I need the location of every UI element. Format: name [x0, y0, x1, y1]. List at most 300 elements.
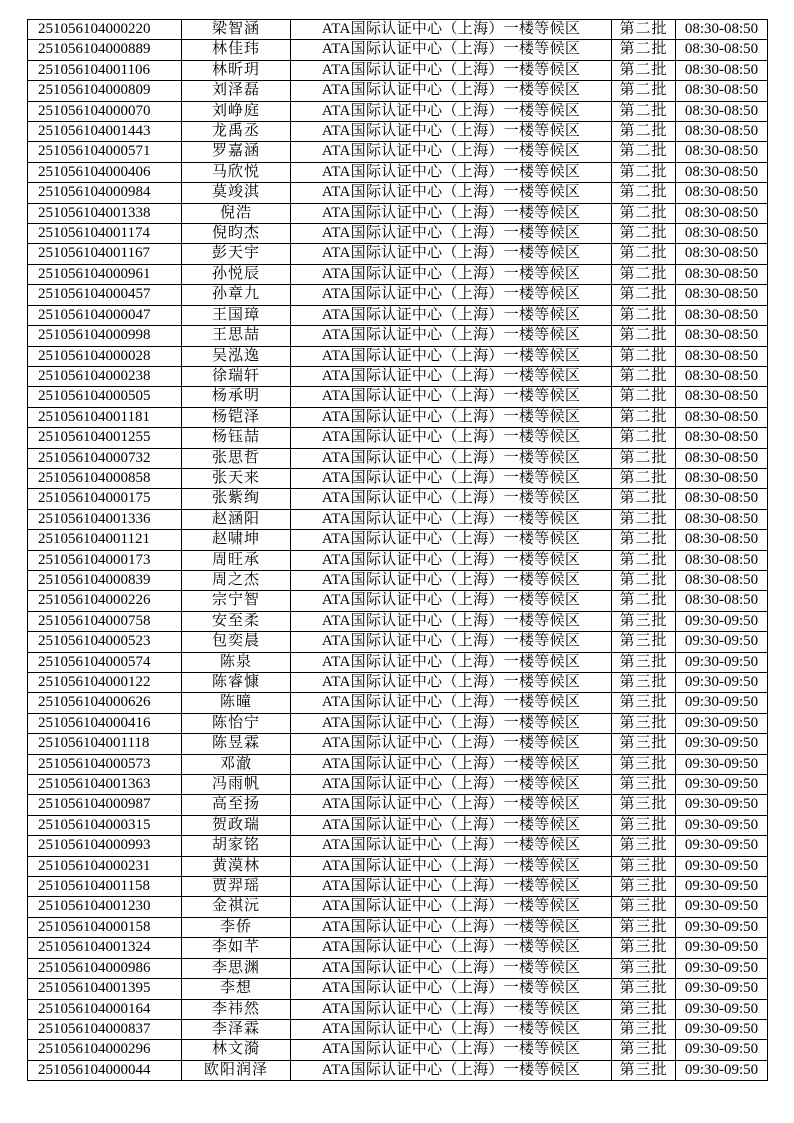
cell-candidate-id: 251056104000406 — [28, 162, 182, 182]
cell-candidate-id: 251056104000173 — [28, 550, 182, 570]
table-row — [28, 142, 768, 162]
cell-batch: 第二批 — [612, 285, 676, 305]
cell-candidate-name: 陈怡宁 — [182, 713, 291, 733]
cell-candidate-id: 251056104000809 — [28, 81, 182, 101]
cell-waiting-location: ATA国际认证中心（上海）一楼等候区 — [291, 591, 612, 611]
cell-candidate-id: 251056104000837 — [28, 1019, 182, 1039]
cell-time-slot: 08:30-08:50 — [676, 183, 768, 203]
cell-batch: 第三批 — [612, 775, 676, 795]
cell-batch: 第二批 — [612, 326, 676, 346]
cell-candidate-name: 马欣悦 — [182, 162, 291, 182]
cell-batch: 第二批 — [612, 264, 676, 284]
cell-candidate-name: 赵啸坤 — [182, 530, 291, 550]
cell-waiting-location: ATA国际认证中心（上海）一楼等候区 — [291, 734, 612, 754]
cell-waiting-location: ATA国际认证中心（上海）一楼等候区 — [291, 142, 612, 162]
cell-candidate-name: 倪昀杰 — [182, 224, 291, 244]
table-row — [28, 775, 768, 795]
cell-batch: 第三批 — [612, 713, 676, 733]
cell-waiting-location: ATA国际认证中心（上海）一楼等候区 — [291, 836, 612, 856]
cell-candidate-id: 251056104000175 — [28, 489, 182, 509]
table-row — [28, 632, 768, 652]
cell-waiting-location: ATA国际认证中心（上海）一楼等候区 — [291, 530, 612, 550]
table-row — [28, 836, 768, 856]
cell-waiting-location: ATA国际认证中心（上海）一楼等候区 — [291, 1060, 612, 1080]
cell-time-slot: 08:30-08:50 — [676, 366, 768, 386]
cell-time-slot: 08:30-08:50 — [676, 224, 768, 244]
cell-batch: 第二批 — [612, 101, 676, 121]
candidate-schedule-table — [27, 19, 768, 1081]
cell-candidate-id: 251056104001324 — [28, 938, 182, 958]
table-row — [28, 1040, 768, 1060]
cell-waiting-location: ATA国际认证中心（上海）一楼等候区 — [291, 815, 612, 835]
cell-candidate-id: 251056104000626 — [28, 693, 182, 713]
cell-time-slot: 09:30-09:50 — [676, 611, 768, 631]
table-row — [28, 203, 768, 223]
table-row — [28, 979, 768, 999]
cell-time-slot: 08:30-08:50 — [676, 40, 768, 60]
cell-time-slot: 08:30-08:50 — [676, 244, 768, 264]
cell-time-slot: 09:30-09:50 — [676, 938, 768, 958]
cell-time-slot: 08:30-08:50 — [676, 101, 768, 121]
cell-candidate-id: 251056104000505 — [28, 387, 182, 407]
cell-batch: 第三批 — [612, 652, 676, 672]
cell-candidate-name: 李如芊 — [182, 938, 291, 958]
cell-waiting-location: ATA国际认证中心（上海）一楼等候区 — [291, 713, 612, 733]
cell-candidate-name: 孙悦辰 — [182, 264, 291, 284]
cell-batch: 第二批 — [612, 203, 676, 223]
cell-batch: 第二批 — [612, 183, 676, 203]
cell-candidate-name: 冯雨帆 — [182, 775, 291, 795]
cell-waiting-location: ATA国际认证中心（上海）一楼等候区 — [291, 979, 612, 999]
cell-waiting-location: ATA国际认证中心（上海）一楼等候区 — [291, 264, 612, 284]
cell-batch: 第三批 — [612, 836, 676, 856]
cell-batch: 第二批 — [612, 224, 676, 244]
cell-time-slot: 08:30-08:50 — [676, 264, 768, 284]
table-row — [28, 754, 768, 774]
table-row — [28, 713, 768, 733]
cell-batch: 第三批 — [612, 979, 676, 999]
table-row — [28, 611, 768, 631]
cell-waiting-location: ATA国际认证中心（上海）一楼等候区 — [291, 162, 612, 182]
cell-waiting-location: ATA国际认证中心（上海）一楼等候区 — [291, 611, 612, 631]
cell-time-slot: 08:30-08:50 — [676, 285, 768, 305]
cell-batch: 第三批 — [612, 693, 676, 713]
cell-candidate-name: 林昕玥 — [182, 60, 291, 80]
cell-waiting-location: ATA国际认证中心（上海）一楼等候区 — [291, 673, 612, 693]
cell-waiting-location: ATA国际认证中心（上海）一楼等候区 — [291, 632, 612, 652]
cell-waiting-location: ATA国际认证中心（上海）一楼等候区 — [291, 917, 612, 937]
cell-candidate-id: 251056104000231 — [28, 856, 182, 876]
cell-waiting-location: ATA国际认证中心（上海）一楼等候区 — [291, 346, 612, 366]
cell-candidate-id: 251056104000998 — [28, 326, 182, 346]
cell-time-slot: 08:30-08:50 — [676, 448, 768, 468]
cell-batch: 第二批 — [612, 489, 676, 509]
cell-candidate-id: 251056104000416 — [28, 713, 182, 733]
cell-candidate-name: 赵涵阳 — [182, 509, 291, 529]
cell-candidate-name: 倪浩 — [182, 203, 291, 223]
cell-candidate-name: 龙禹丞 — [182, 122, 291, 142]
cell-waiting-location: ATA国际认证中心（上海）一楼等候区 — [291, 326, 612, 346]
cell-batch: 第二批 — [612, 122, 676, 142]
cell-time-slot: 08:30-08:50 — [676, 550, 768, 570]
cell-batch: 第三批 — [612, 1019, 676, 1039]
cell-candidate-id: 251056104000839 — [28, 570, 182, 590]
cell-candidate-id: 251056104001363 — [28, 775, 182, 795]
cell-candidate-id: 251056104001336 — [28, 509, 182, 529]
cell-waiting-location: ATA国际认证中心（上海）一楼等候区 — [291, 570, 612, 590]
cell-candidate-id: 251056104000961 — [28, 264, 182, 284]
table-row — [28, 673, 768, 693]
cell-candidate-id: 251056104000732 — [28, 448, 182, 468]
cell-candidate-id: 251056104000984 — [28, 183, 182, 203]
cell-waiting-location: ATA国际认证中心（上海）一楼等候区 — [291, 387, 612, 407]
cell-candidate-id: 251056104001395 — [28, 979, 182, 999]
cell-candidate-name: 黄漠林 — [182, 856, 291, 876]
cell-waiting-location: ATA国际认证中心（上海）一楼等候区 — [291, 999, 612, 1019]
cell-time-slot: 09:30-09:50 — [676, 713, 768, 733]
cell-batch: 第二批 — [612, 428, 676, 448]
table-row — [28, 326, 768, 346]
table-row — [28, 570, 768, 590]
cell-time-slot: 09:30-09:50 — [676, 1040, 768, 1060]
cell-waiting-location: ATA国际认证中心（上海）一楼等候区 — [291, 20, 612, 40]
table-row — [28, 60, 768, 80]
cell-time-slot: 09:30-09:50 — [676, 856, 768, 876]
cell-candidate-id: 251056104000070 — [28, 101, 182, 121]
cell-waiting-location: ATA国际认证中心（上海）一楼等候区 — [291, 1019, 612, 1039]
cell-waiting-location: ATA国际认证中心（上海）一楼等候区 — [291, 775, 612, 795]
cell-batch: 第二批 — [612, 244, 676, 264]
cell-time-slot: 09:30-09:50 — [676, 754, 768, 774]
cell-time-slot: 09:30-09:50 — [676, 795, 768, 815]
table-row — [28, 244, 768, 264]
cell-time-slot: 08:30-08:50 — [676, 305, 768, 325]
cell-time-slot: 09:30-09:50 — [676, 673, 768, 693]
cell-candidate-name: 周之杰 — [182, 570, 291, 590]
cell-candidate-name: 梁智涵 — [182, 20, 291, 40]
cell-batch: 第二批 — [612, 40, 676, 60]
table-row — [28, 20, 768, 40]
cell-waiting-location: ATA国际认证中心（上海）一楼等候区 — [291, 856, 612, 876]
cell-batch: 第三批 — [612, 958, 676, 978]
cell-candidate-id: 251056104000993 — [28, 836, 182, 856]
cell-candidate-id: 251056104000122 — [28, 673, 182, 693]
cell-candidate-name: 宗宁智 — [182, 591, 291, 611]
cell-candidate-id: 251056104001158 — [28, 877, 182, 897]
table-row — [28, 366, 768, 386]
cell-time-slot: 09:30-09:50 — [676, 1019, 768, 1039]
table-row — [28, 877, 768, 897]
cell-time-slot: 09:30-09:50 — [676, 897, 768, 917]
cell-candidate-name: 李泽霖 — [182, 1019, 291, 1039]
cell-candidate-name: 贾羿瑶 — [182, 877, 291, 897]
table-row — [28, 224, 768, 244]
table-row — [28, 530, 768, 550]
cell-batch: 第三批 — [612, 734, 676, 754]
cell-time-slot: 08:30-08:50 — [676, 509, 768, 529]
cell-batch: 第三批 — [612, 754, 676, 774]
cell-candidate-id: 251056104001121 — [28, 530, 182, 550]
cell-candidate-id: 251056104000047 — [28, 305, 182, 325]
table-row — [28, 1019, 768, 1039]
cell-time-slot: 09:30-09:50 — [676, 979, 768, 999]
cell-batch: 第三批 — [612, 795, 676, 815]
cell-candidate-name: 林佳玮 — [182, 40, 291, 60]
table-row — [28, 346, 768, 366]
cell-batch: 第二批 — [612, 20, 676, 40]
cell-waiting-location: ATA国际认证中心（上海）一楼等候区 — [291, 366, 612, 386]
cell-candidate-name: 陈泉 — [182, 652, 291, 672]
table-row — [28, 795, 768, 815]
table-row — [28, 162, 768, 182]
cell-candidate-id: 251056104000523 — [28, 632, 182, 652]
cell-time-slot: 08:30-08:50 — [676, 591, 768, 611]
cell-candidate-id: 251056104000571 — [28, 142, 182, 162]
cell-time-slot: 09:30-09:50 — [676, 632, 768, 652]
cell-waiting-location: ATA国际认证中心（上海）一楼等候区 — [291, 122, 612, 142]
cell-time-slot: 09:30-09:50 — [676, 652, 768, 672]
cell-batch: 第二批 — [612, 591, 676, 611]
cell-waiting-location: ATA国际认证中心（上海）一楼等候区 — [291, 550, 612, 570]
cell-time-slot: 08:30-08:50 — [676, 530, 768, 550]
cell-batch: 第三批 — [612, 1060, 676, 1080]
cell-candidate-name: 莫竣淇 — [182, 183, 291, 203]
cell-candidate-id: 251056104001443 — [28, 122, 182, 142]
cell-candidate-name: 李思渊 — [182, 958, 291, 978]
cell-candidate-name: 刘峥庭 — [182, 101, 291, 121]
cell-candidate-name: 王思喆 — [182, 326, 291, 346]
cell-candidate-id: 251056104000164 — [28, 999, 182, 1019]
cell-time-slot: 08:30-08:50 — [676, 122, 768, 142]
cell-waiting-location: ATA国际认证中心（上海）一楼等候区 — [291, 509, 612, 529]
cell-candidate-id: 251056104000758 — [28, 611, 182, 631]
table-row — [28, 856, 768, 876]
table-row — [28, 958, 768, 978]
cell-time-slot: 08:30-08:50 — [676, 489, 768, 509]
table-row — [28, 387, 768, 407]
cell-candidate-name: 包奕晨 — [182, 632, 291, 652]
cell-candidate-id: 251056104000889 — [28, 40, 182, 60]
cell-waiting-location: ATA国际认证中心（上海）一楼等候区 — [291, 203, 612, 223]
cell-time-slot: 08:30-08:50 — [676, 346, 768, 366]
cell-time-slot: 08:30-08:50 — [676, 326, 768, 346]
cell-batch: 第三批 — [612, 611, 676, 631]
cell-batch: 第二批 — [612, 346, 676, 366]
cell-candidate-name: 张紫绚 — [182, 489, 291, 509]
table-body — [28, 20, 768, 1081]
table-row — [28, 693, 768, 713]
cell-candidate-name: 王国璋 — [182, 305, 291, 325]
cell-time-slot: 09:30-09:50 — [676, 877, 768, 897]
table-row — [28, 815, 768, 835]
cell-batch: 第二批 — [612, 530, 676, 550]
table-row — [28, 448, 768, 468]
cell-waiting-location: ATA国际认证中心（上海）一楼等候区 — [291, 60, 612, 80]
cell-batch: 第二批 — [612, 162, 676, 182]
cell-time-slot: 08:30-08:50 — [676, 468, 768, 488]
cell-time-slot: 09:30-09:50 — [676, 734, 768, 754]
cell-candidate-id: 251056104001118 — [28, 734, 182, 754]
table-row — [28, 652, 768, 672]
cell-waiting-location: ATA国际认证中心（上海）一楼等候区 — [291, 489, 612, 509]
cell-candidate-id: 251056104001338 — [28, 203, 182, 223]
cell-waiting-location: ATA国际认证中心（上海）一楼等候区 — [291, 40, 612, 60]
cell-batch: 第二批 — [612, 142, 676, 162]
table-row — [28, 264, 768, 284]
cell-waiting-location: ATA国际认证中心（上海）一楼等候区 — [291, 224, 612, 244]
cell-batch: 第三批 — [612, 632, 676, 652]
cell-candidate-name: 胡家铭 — [182, 836, 291, 856]
cell-candidate-name: 杨铠泽 — [182, 407, 291, 427]
cell-candidate-name: 吴泓逸 — [182, 346, 291, 366]
cell-waiting-location: ATA国际认证中心（上海）一楼等候区 — [291, 958, 612, 978]
cell-candidate-name: 林文漪 — [182, 1040, 291, 1060]
cell-candidate-name: 罗嘉涵 — [182, 142, 291, 162]
cell-time-slot: 08:30-08:50 — [676, 203, 768, 223]
cell-candidate-name: 安至柔 — [182, 611, 291, 631]
cell-candidate-id: 251056104001167 — [28, 244, 182, 264]
cell-waiting-location: ATA国际认证中心（上海）一楼等候区 — [291, 754, 612, 774]
cell-candidate-name: 陈睿慷 — [182, 673, 291, 693]
cell-candidate-name: 徐瑞轩 — [182, 366, 291, 386]
cell-time-slot: 09:30-09:50 — [676, 815, 768, 835]
cell-candidate-id: 251056104000238 — [28, 366, 182, 386]
cell-batch: 第三批 — [612, 673, 676, 693]
cell-waiting-location: ATA国际认证中心（上海）一楼等候区 — [291, 183, 612, 203]
cell-candidate-name: 周旺承 — [182, 550, 291, 570]
cell-time-slot: 09:30-09:50 — [676, 1060, 768, 1080]
cell-candidate-name: 陈昱霖 — [182, 734, 291, 754]
cell-waiting-location: ATA国际认证中心（上海）一楼等候区 — [291, 877, 612, 897]
cell-waiting-location: ATA国际认证中心（上海）一楼等候区 — [291, 795, 612, 815]
cell-candidate-id: 251056104000315 — [28, 815, 182, 835]
cell-waiting-location: ATA国际认证中心（上海）一楼等候区 — [291, 244, 612, 264]
cell-batch: 第二批 — [612, 60, 676, 80]
cell-waiting-location: ATA国际认证中心（上海）一楼等候区 — [291, 468, 612, 488]
cell-time-slot: 08:30-08:50 — [676, 162, 768, 182]
cell-waiting-location: ATA国际认证中心（上海）一楼等候区 — [291, 652, 612, 672]
cell-waiting-location: ATA国际认证中心（上海）一楼等候区 — [291, 285, 612, 305]
cell-candidate-id: 251056104000226 — [28, 591, 182, 611]
cell-time-slot: 08:30-08:50 — [676, 20, 768, 40]
cell-candidate-name: 金祺沅 — [182, 897, 291, 917]
table-row — [28, 285, 768, 305]
table-row — [28, 591, 768, 611]
cell-waiting-location: ATA国际认证中心（上海）一楼等候区 — [291, 101, 612, 121]
table-row — [28, 917, 768, 937]
cell-batch: 第二批 — [612, 366, 676, 386]
cell-candidate-name: 杨承明 — [182, 387, 291, 407]
cell-batch: 第三批 — [612, 999, 676, 1019]
cell-batch: 第二批 — [612, 407, 676, 427]
cell-batch: 第三批 — [612, 897, 676, 917]
table-row — [28, 101, 768, 121]
cell-batch: 第三批 — [612, 815, 676, 835]
cell-candidate-name: 孙章九 — [182, 285, 291, 305]
cell-candidate-name: 张思哲 — [182, 448, 291, 468]
cell-candidate-name: 邓澈 — [182, 754, 291, 774]
cell-batch: 第三批 — [612, 856, 676, 876]
cell-time-slot: 08:30-08:50 — [676, 428, 768, 448]
cell-candidate-id: 251056104000028 — [28, 346, 182, 366]
table-row — [28, 305, 768, 325]
cell-candidate-id: 251056104001255 — [28, 428, 182, 448]
cell-waiting-location: ATA国际认证中心（上海）一楼等候区 — [291, 938, 612, 958]
cell-candidate-name: 陈曈 — [182, 693, 291, 713]
table-row — [28, 897, 768, 917]
cell-candidate-name: 欧阳润泽 — [182, 1060, 291, 1080]
cell-batch: 第二批 — [612, 81, 676, 101]
cell-candidate-id: 251056104000573 — [28, 754, 182, 774]
cell-time-slot: 08:30-08:50 — [676, 81, 768, 101]
cell-batch: 第二批 — [612, 468, 676, 488]
cell-candidate-id: 251056104001106 — [28, 60, 182, 80]
cell-time-slot: 08:30-08:50 — [676, 407, 768, 427]
cell-batch: 第三批 — [612, 877, 676, 897]
table-row — [28, 509, 768, 529]
table-row — [28, 428, 768, 448]
cell-candidate-id: 251056104000158 — [28, 917, 182, 937]
cell-candidate-name: 李侨 — [182, 917, 291, 937]
cell-batch: 第三批 — [612, 1040, 676, 1060]
cell-candidate-id: 251056104001181 — [28, 407, 182, 427]
cell-candidate-name: 张天来 — [182, 468, 291, 488]
cell-candidate-name: 高至扬 — [182, 795, 291, 815]
cell-candidate-id: 251056104001174 — [28, 224, 182, 244]
cell-candidate-name: 彭天宇 — [182, 244, 291, 264]
table-row — [28, 407, 768, 427]
cell-waiting-location: ATA国际认证中心（上海）一楼等候区 — [291, 305, 612, 325]
cell-candidate-name: 贺政瑞 — [182, 815, 291, 835]
cell-time-slot: 09:30-09:50 — [676, 958, 768, 978]
cell-time-slot: 08:30-08:50 — [676, 570, 768, 590]
cell-candidate-name: 李祎然 — [182, 999, 291, 1019]
cell-time-slot: 09:30-09:50 — [676, 999, 768, 1019]
table-row — [28, 999, 768, 1019]
cell-candidate-id: 251056104000044 — [28, 1060, 182, 1080]
cell-batch: 第二批 — [612, 305, 676, 325]
table-row — [28, 183, 768, 203]
cell-batch: 第二批 — [612, 570, 676, 590]
cell-waiting-location: ATA国际认证中心（上海）一楼等候区 — [291, 407, 612, 427]
table-row — [28, 1060, 768, 1080]
table-row — [28, 122, 768, 142]
cell-candidate-id: 251056104000858 — [28, 468, 182, 488]
cell-candidate-id: 251056104000296 — [28, 1040, 182, 1060]
cell-candidate-id: 251056104001230 — [28, 897, 182, 917]
cell-candidate-id: 251056104000220 — [28, 20, 182, 40]
cell-candidate-name: 刘泽磊 — [182, 81, 291, 101]
cell-waiting-location: ATA国际认证中心（上海）一楼等候区 — [291, 897, 612, 917]
table-row — [28, 938, 768, 958]
cell-candidate-name: 杨钰喆 — [182, 428, 291, 448]
table-row — [28, 550, 768, 570]
table-row — [28, 734, 768, 754]
cell-time-slot: 08:30-08:50 — [676, 387, 768, 407]
table-row — [28, 489, 768, 509]
cell-batch: 第二批 — [612, 550, 676, 570]
table-row — [28, 81, 768, 101]
cell-time-slot: 09:30-09:50 — [676, 917, 768, 937]
cell-candidate-name: 李想 — [182, 979, 291, 999]
cell-batch: 第二批 — [612, 509, 676, 529]
cell-candidate-id: 251056104000986 — [28, 958, 182, 978]
cell-candidate-id: 251056104000457 — [28, 285, 182, 305]
cell-waiting-location: ATA国际认证中心（上海）一楼等候区 — [291, 81, 612, 101]
cell-batch: 第三批 — [612, 917, 676, 937]
table-row — [28, 40, 768, 60]
cell-time-slot: 09:30-09:50 — [676, 775, 768, 795]
